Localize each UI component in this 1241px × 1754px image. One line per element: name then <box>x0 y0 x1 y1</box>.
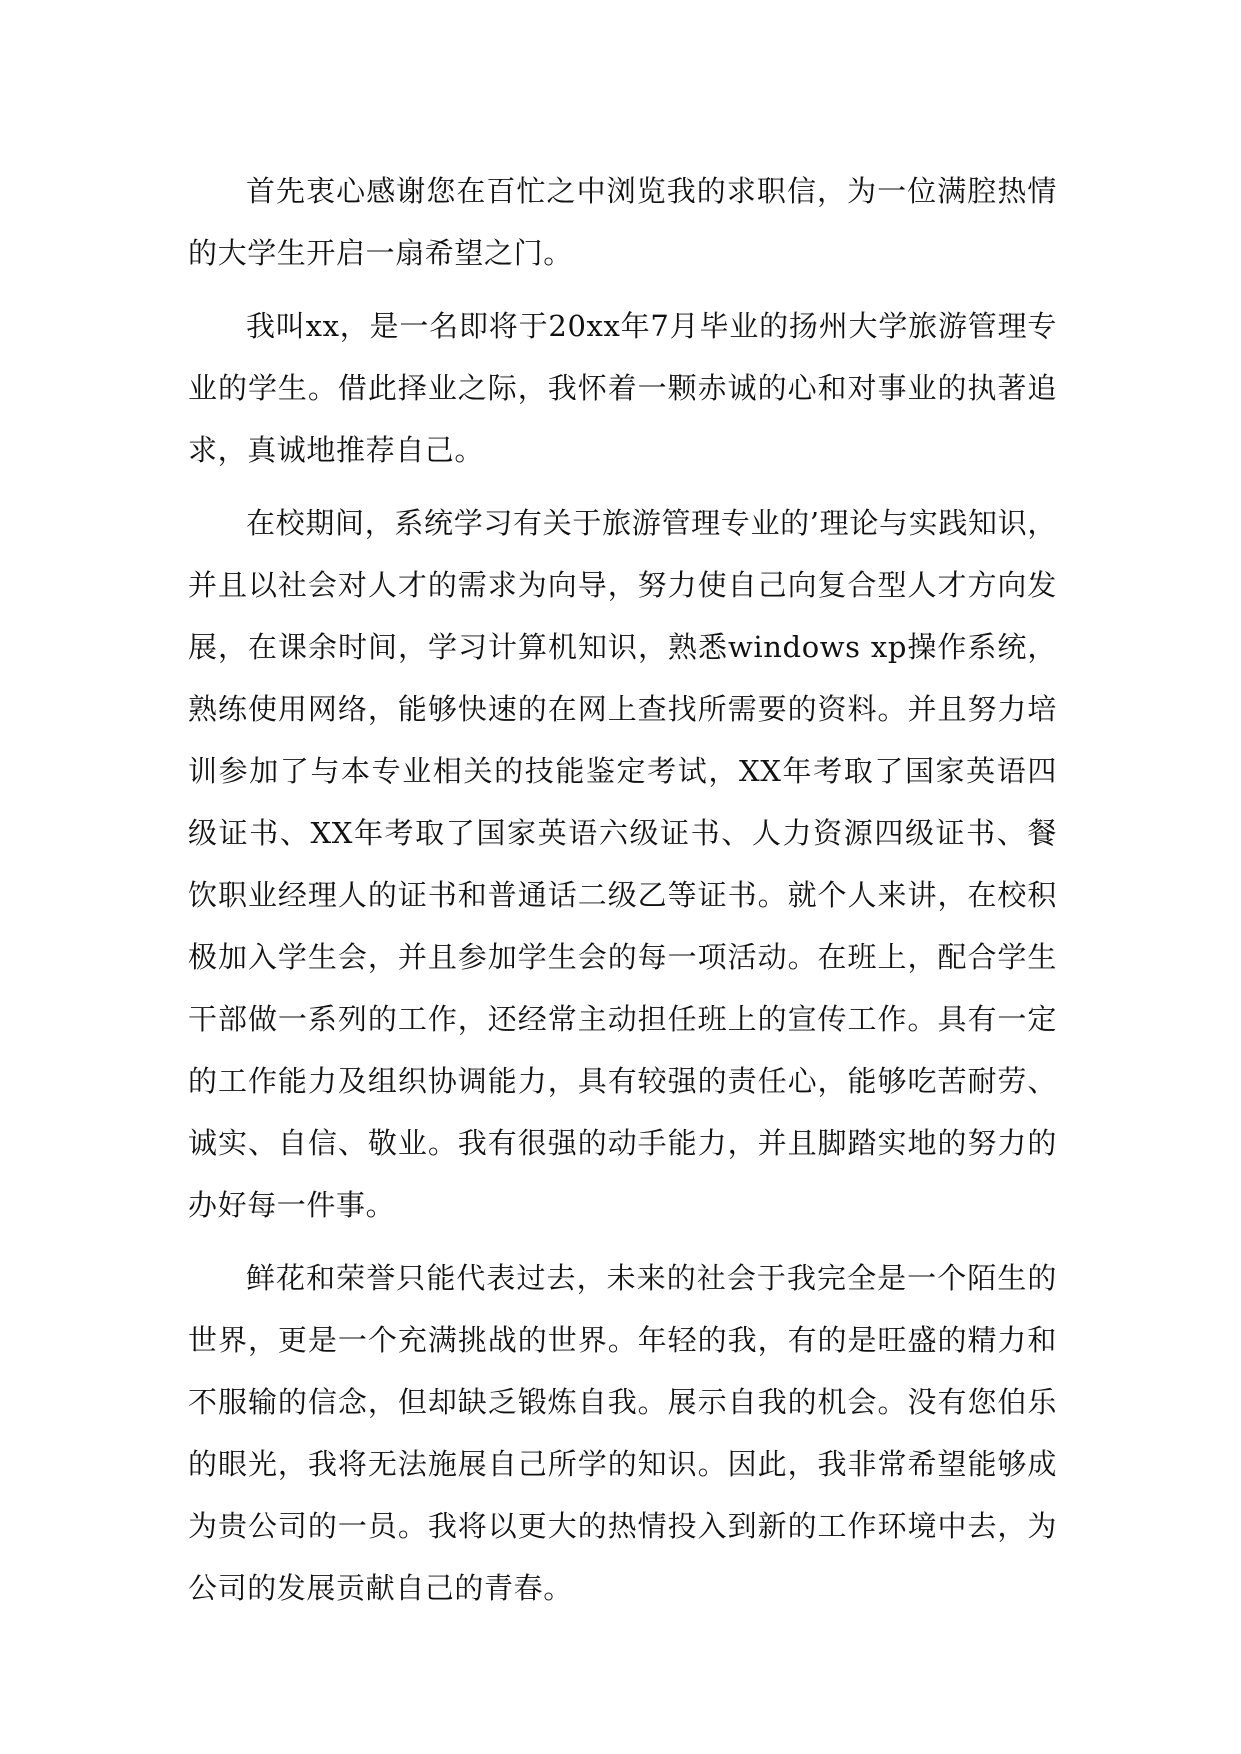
paragraph-closing: 鲜花和荣誉只能代表过去，未来的社会于我完全是一个陌生的世界，更是一个充满挑战的世界。年轻的我，有的是旺盛的精力和不服输的信念，但却缺乏锻炼自我。展示自我的机会。没有您伯乐的眼光，我将无法施展自己所学的知识。因此，我非常希望能够成为贵公司的一员。我将以更大的热情投入到新的工作环境中去，为公司的发展贡献自己的青春。 <box>188 1261 1057 1605</box>
paragraph-introduction: 我叫xx，是一名即将于20xx年7月毕业的扬州大学旅游管理专业的学生。借此择业之际，我怀着一颗赤诚的心和对事业的执著追求，真诚地推荐自己。 <box>188 309 1057 467</box>
paragraph-school-experience: 在校期间，系统学习有关于旅游管理专业的’理论与实践知识，并且以社会对人才的需求为向导，努力使自己向复合型人才方向发展，在课余时间，学习计算机知识，熟悉windows xp操作系统，熟练使用网络，能够快速的在网上查找所需要的资料。并且努力培训参加了与本专业相关的技能鉴定考试，XX年考取了国家英语四级证书、XX年考取了国家英语六级证书、人力资源四级证书、餐饮职业经理人的证书和普通话二级乙等证书。就个人来讲，在校积极加入学生会，并且参加学生会的每一项活动。在班上，配合学生干部做一系列的工作，还经常主动担任班上的宣传工作。具有一定的工作能力及组织协调能力，具有较强的责任心，能够吃苦耐劳、诚实、自信、敬业。我有很强的动手能力，并且脚踏实地的努力的办好每一件事。 <box>188 506 1057 1222</box>
paragraph-greeting: 首先衷心感谢您在百忙之中浏览我的求职信，为一位满腔热情的大学生开启一扇希望之门。 <box>188 174 1057 270</box>
